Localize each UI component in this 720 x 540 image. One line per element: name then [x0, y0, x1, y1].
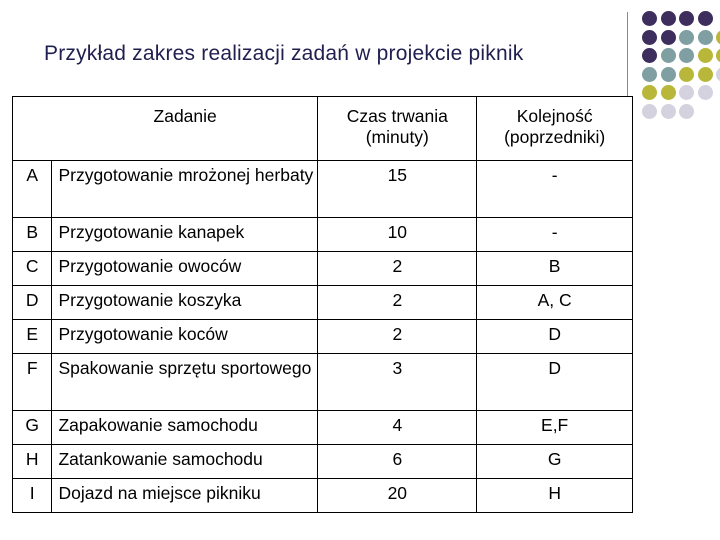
- header-task: Zadanie: [13, 97, 318, 161]
- row-predecessors: E,F: [477, 411, 633, 445]
- row-duration: 6: [318, 445, 477, 479]
- row-predecessors: G: [477, 445, 633, 479]
- row-duration: 20: [318, 479, 477, 513]
- row-duration: 10: [318, 218, 477, 252]
- row-task-name: Przygotowanie koszyka: [52, 286, 318, 320]
- header-predecessors: [477, 97, 633, 161]
- decorative-dot: [698, 30, 713, 45]
- row-task-name: Przygotowanie koców: [52, 320, 318, 354]
- row-letter: B: [13, 218, 52, 252]
- row-predecessors: A, C: [477, 286, 633, 320]
- table-row: [13, 252, 633, 286]
- decorative-dot: [698, 48, 713, 63]
- row-predecessors: D: [477, 320, 633, 354]
- row-duration: 4: [318, 411, 477, 445]
- decorative-dot: [661, 48, 676, 63]
- row-letter: H: [13, 445, 52, 479]
- decorative-dot: [698, 67, 713, 82]
- row-task-name: Przygotowanie owoców: [52, 252, 318, 286]
- decorative-dot: [642, 104, 657, 119]
- table-row: [13, 161, 633, 218]
- decorative-dot: [661, 85, 676, 100]
- table-row: [13, 445, 633, 479]
- decorative-dot: [716, 48, 720, 63]
- row-letter: C: [13, 252, 52, 286]
- header-duration: [318, 97, 477, 161]
- row-letter: A: [13, 161, 52, 218]
- decorative-dot: [679, 104, 694, 119]
- row-letter: E: [13, 320, 52, 354]
- decorative-dot: [679, 11, 694, 26]
- table-row: [13, 320, 633, 354]
- table-row: [13, 354, 633, 411]
- table-row: [13, 411, 633, 445]
- row-duration: 3: [318, 354, 477, 411]
- row-task-name: Zatankowanie samochodu: [52, 445, 318, 479]
- header-predecessors-label: Kolejność (poprzedniki): [504, 106, 606, 147]
- row-letter: G: [13, 411, 52, 445]
- decorative-dot: [679, 67, 694, 82]
- decorative-dot: [679, 48, 694, 63]
- decorative-dot: [642, 48, 657, 63]
- row-letter: I: [13, 479, 52, 513]
- row-predecessors: B: [477, 252, 633, 286]
- tasks-table: [12, 96, 633, 513]
- slide-title: Przykład zakres realizacji zadań w projekcie piknik: [44, 42, 524, 65]
- row-predecessors: H: [477, 479, 633, 513]
- row-duration: 2: [318, 252, 477, 286]
- row-task-name: Dojazd na miejsce pikniku: [52, 479, 318, 513]
- decorative-dot: [661, 104, 676, 119]
- row-predecessors: -: [477, 161, 633, 218]
- decorative-dot: [642, 11, 657, 26]
- decorative-dot: [716, 67, 720, 82]
- row-predecessors: D: [477, 354, 633, 411]
- decorative-dot: [698, 11, 713, 26]
- row-task-name: Przygotowanie mrożonej herbaty: [52, 161, 318, 218]
- table-row: [13, 218, 633, 252]
- decorative-dot: [661, 67, 676, 82]
- table-header-row: [13, 97, 633, 161]
- decorative-dot: [679, 30, 694, 45]
- row-letter: F: [13, 354, 52, 411]
- row-task-name: Przygotowanie kanapek: [52, 218, 318, 252]
- decorative-dot: [698, 85, 713, 100]
- row-task-name: Spakowanie sprzętu sportowego: [52, 354, 318, 411]
- row-duration: 2: [318, 286, 477, 320]
- header-duration-label: Czas trwania (minuty): [346, 106, 448, 147]
- decorative-dot: [716, 30, 720, 45]
- table-body: [13, 161, 633, 513]
- row-duration: 2: [318, 320, 477, 354]
- divider-line: [627, 12, 628, 96]
- decorative-dot: [661, 11, 676, 26]
- table-row: [13, 286, 633, 320]
- decorative-dot: [642, 67, 657, 82]
- table-row: [13, 479, 633, 513]
- row-letter: D: [13, 286, 52, 320]
- row-duration: 15: [318, 161, 477, 218]
- decorative-dot: [661, 30, 676, 45]
- row-predecessors: -: [477, 218, 633, 252]
- decorative-dot: [642, 85, 657, 100]
- decorative-dot: [679, 85, 694, 100]
- decorative-dot: [642, 30, 657, 45]
- row-task-name: Zapakowanie samochodu: [52, 411, 318, 445]
